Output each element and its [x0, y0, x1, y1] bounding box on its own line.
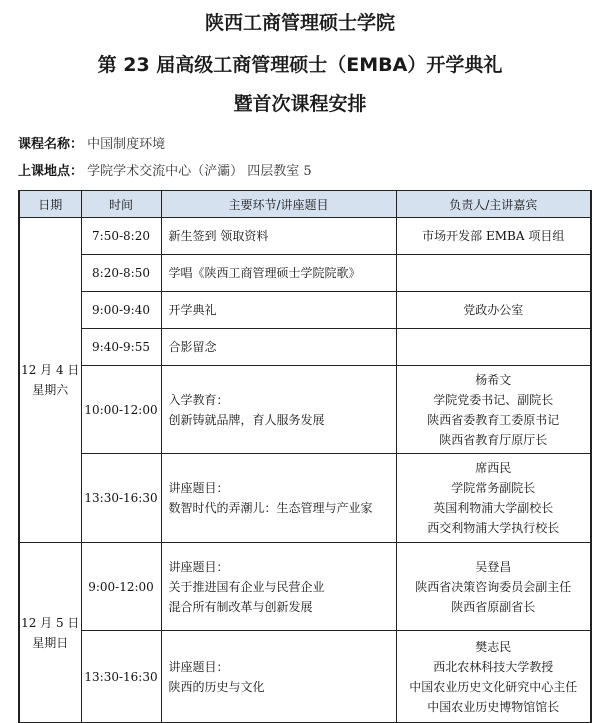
- topic-line: 创新铸就品牌，育人服务发展: [168, 412, 325, 427]
- table-row: [19, 543, 591, 631]
- person-line: 樊志民: [475, 639, 512, 654]
- time-cell: 7:50-8:20: [81, 218, 161, 255]
- person-line: 英国利物浦大学副校长: [433, 501, 554, 515]
- topic-cell: [161, 543, 396, 631]
- topic-cell: [161, 329, 396, 366]
- table-header-row: [19, 191, 591, 218]
- person-cell: [396, 329, 591, 366]
- date-line: 12 月 4 日: [21, 363, 80, 377]
- person-line: 党政办公室: [463, 303, 524, 317]
- person-cell: [396, 543, 591, 631]
- topic-line: 混合所有制改革与创新发展: [168, 599, 313, 614]
- person-line: 陕西省原副省长: [451, 599, 536, 614]
- schedule-body: [19, 218, 591, 723]
- topic-line: 数智时代的弄潮儿：生态管理与产业家: [168, 501, 373, 515]
- date-line: 星期日: [32, 635, 69, 650]
- topic-line: 学唱《陕西工商管理硕士学院院歌》: [168, 266, 361, 280]
- time-cell: 13:30-16:30: [81, 454, 161, 543]
- course-name-label: 课程名称：: [18, 137, 84, 152]
- header-time: 时间: [81, 191, 161, 218]
- topic-cell: [161, 454, 396, 543]
- school-title: 陕西工商管理硕士学院: [204, 12, 395, 34]
- topic-line: 开学典礼: [168, 303, 217, 317]
- topic-line: 讲座题目：: [168, 481, 229, 495]
- person-line: 陕西省教育厅原厅长: [439, 432, 548, 447]
- table-row: [19, 218, 591, 255]
- location-label: 上课地点：: [18, 164, 84, 179]
- table-row: [19, 366, 591, 454]
- person-cell: [396, 255, 591, 292]
- topic-cell: [161, 631, 396, 723]
- person-line: 学院常务副院长: [451, 481, 536, 495]
- table-row: [19, 329, 591, 366]
- location-line: [18, 160, 312, 179]
- topic-cell: [161, 218, 396, 255]
- person-line: 吴登昌: [475, 559, 512, 574]
- topic-line: 讲座题目：: [168, 659, 229, 674]
- date-cell: [19, 218, 81, 543]
- time-cell: 10:00-12:00: [81, 366, 161, 454]
- person-line: 西北农林科技大学教授: [433, 659, 554, 674]
- topic-line: 讲座题目：: [168, 559, 229, 574]
- time-cell: 8:20-8:50: [81, 255, 161, 292]
- table-row: [19, 454, 591, 543]
- person-line: 市场开发部 EMBA 项目组: [422, 229, 565, 243]
- person-line: 杨希文: [475, 372, 512, 387]
- time-cell: 13:30-16:30: [81, 631, 161, 723]
- person-line: 西交利物浦大学执行校长: [427, 521, 560, 535]
- topic-line: 陕西的历史与文化: [168, 679, 265, 694]
- person-cell: [396, 218, 591, 255]
- table-row: [19, 292, 591, 329]
- person-line: 中国农业历史文化研究中心主任: [409, 679, 578, 694]
- location-value: 学院学术交流中心（浐灞） 四层教室 5: [87, 164, 312, 179]
- time-cell: 9:00-9:40: [81, 292, 161, 329]
- person-line: 席西民: [475, 461, 512, 475]
- topic-cell: [161, 366, 396, 454]
- topic-line: 合影留念: [168, 340, 217, 354]
- ceremony-title: 第 23 届高级工商管理硕士（EMBA）开学典礼: [97, 54, 503, 76]
- table-row: [19, 631, 591, 723]
- time-cell: 9:00-12:00: [81, 543, 161, 631]
- schedule-table: [18, 190, 592, 723]
- date-line: 星期六: [32, 383, 69, 397]
- person-line: 陕西省委教育工委原书记: [427, 412, 560, 427]
- topic-line: 入学教育：: [168, 392, 229, 407]
- header-person: 负责人/主讲嘉宾: [396, 191, 591, 218]
- header-date: 日期: [19, 191, 81, 218]
- person-cell: [396, 631, 591, 723]
- header-topic: 主要环节/讲座题目: [161, 191, 396, 218]
- time-cell: 9:40-9:55: [81, 329, 161, 366]
- schedule-subtitle: 暨首次课程安排: [233, 93, 367, 115]
- topic-cell: [161, 255, 396, 292]
- person-line: 学院党委书记、副院长: [433, 392, 554, 407]
- person-line: 中国农业历史博物馆馆长: [427, 699, 560, 714]
- date-line: 12 月 5 日: [21, 615, 80, 630]
- person-cell: [396, 454, 591, 543]
- person-cell: [396, 292, 591, 329]
- person-cell: [396, 366, 591, 454]
- table-row: [19, 255, 591, 292]
- person-line: 陕西省决策咨询委员会副主任: [415, 579, 572, 594]
- course-name-line: [18, 133, 165, 152]
- topic-line: 关于推进国有企业与民营企业: [168, 579, 325, 594]
- topic-cell: [161, 292, 396, 329]
- course-name-value: 中国制度环境: [87, 137, 166, 152]
- date-cell: [19, 543, 81, 723]
- topic-line: 新生签到 领取资料: [168, 229, 269, 243]
